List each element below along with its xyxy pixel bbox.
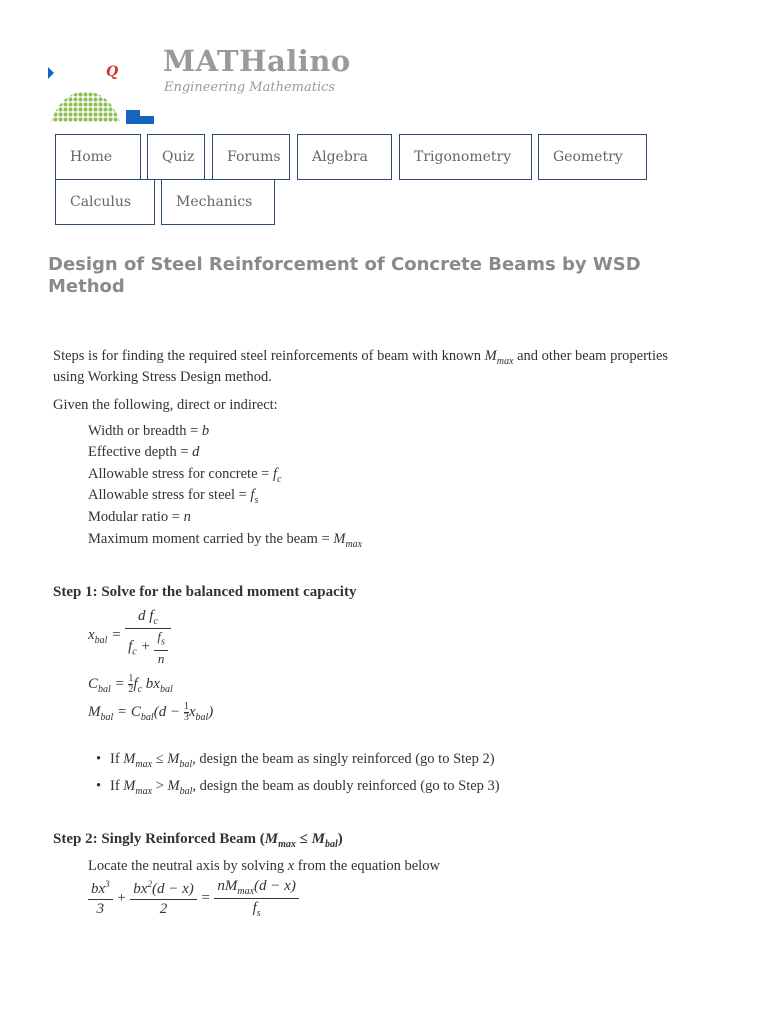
bullet-text: design the beam as singly reinforced (go to Step 2) bbox=[199, 751, 495, 767]
given-label: Effective depth = bbox=[88, 444, 193, 460]
given-item-mmax bbox=[88, 531, 362, 550]
svg-text:Q: Q bbox=[106, 64, 119, 80]
given-sub: s bbox=[254, 494, 259, 506]
given-symbol: n bbox=[183, 509, 191, 525]
nav-geometry[interactable]: Geometry bbox=[538, 134, 647, 180]
bullet-doubly: • If $M_{max} > M_{bal}$, design the beam as doubly reinforced (go to Step 3) bbox=[110, 778, 500, 797]
intro-text-b: and other beam properties bbox=[513, 348, 669, 364]
mathalino-logo-icon[interactable] bbox=[48, 62, 156, 124]
step2-instruction-a: Locate the neutral axis by solving bbox=[88, 858, 288, 874]
given-label: Allowable stress for concrete = bbox=[88, 466, 273, 482]
given-symbol: d bbox=[192, 444, 200, 460]
equation-m-bal: $M_{bal} = C_{bal}(d$ − $\frac{1}{3}x_{bal}$) bbox=[88, 701, 214, 723]
given-label: Allowable stress for steel = bbox=[88, 487, 251, 503]
given-symbol: f bbox=[250, 487, 255, 503]
nav-mechanics[interactable]: Mechanics bbox=[161, 179, 275, 225]
given-item-n bbox=[88, 509, 191, 526]
step2-heading-close: ) bbox=[337, 831, 343, 847]
given-label: Maximum moment carried by the beam = bbox=[88, 531, 334, 547]
given-symbol: M bbox=[333, 531, 346, 547]
given-item-width bbox=[88, 423, 209, 440]
intro-line-1 bbox=[53, 348, 668, 367]
step1-heading: Step 1: Solve for the balanced moment capacity bbox=[53, 584, 357, 600]
intro-text-a: Steps is for finding the required steel reinforcements of beam with known bbox=[53, 348, 485, 364]
given-item-fs bbox=[88, 487, 258, 506]
given-intro: Given the following, direct or indirect: bbox=[53, 397, 278, 413]
fraction: d $f_c$ $f_c$ + $\frac{f_s}{n}$ bbox=[125, 608, 171, 665]
given-symbol: f bbox=[272, 466, 277, 482]
bullet-text: design the beam as doubly reinforced (go to Step 3) bbox=[199, 778, 500, 794]
equation-c-bal: $C_{bal}$ = $\frac{1}{2}f_c$ $bx_{bal}$ bbox=[88, 673, 173, 695]
step2-instruction-b: from the equation below bbox=[294, 858, 440, 874]
nav-home[interactable]: Home bbox=[55, 134, 141, 180]
nav-quiz[interactable]: Quiz bbox=[147, 134, 205, 180]
page-title: Design of Steel Reinforcement of Concrete Beams by WSD Method bbox=[48, 254, 641, 297]
step2-heading: Step 2: Singly Reinforced Beam $(M_{max} \le M_{bal})$ bbox=[53, 831, 343, 850]
site-slogan: Engineering Mathematics bbox=[164, 80, 336, 95]
nav-calculus[interactable]: Calculus bbox=[55, 179, 155, 225]
step2-heading-text: Step 2: Singly Reinforced Beam ( bbox=[53, 831, 265, 847]
given-label: Modular ratio = bbox=[88, 509, 184, 525]
nav-trigonometry[interactable]: Trigonometry bbox=[399, 134, 532, 180]
intro-line-2: using Working Stress Design method. bbox=[53, 369, 272, 385]
nav-forums[interactable]: Forums bbox=[212, 134, 290, 180]
symbol-m-max: $M_{max}$ bbox=[484, 348, 514, 367]
given-label: Width or breadth = bbox=[88, 423, 202, 439]
nav-algebra[interactable]: Algebra bbox=[297, 134, 392, 180]
given-symbol: b bbox=[201, 423, 210, 439]
given-item-fc bbox=[88, 466, 281, 485]
given-sub: max bbox=[345, 538, 363, 550]
step2-instruction: Locate the neutral axis by solving x from the equation below bbox=[88, 858, 440, 874]
bullet-singly: • If $M_{max} \le M_{bal}$, design the beam as singly reinforced (go to Step 2) bbox=[110, 751, 495, 770]
given-item-depth bbox=[88, 444, 199, 461]
equation-x-bal: $x_{bal}$ = d $f_c$ $f_c$ + $\frac{f_s}{n}$ bbox=[88, 608, 171, 665]
site-name[interactable]: MATHalino bbox=[163, 44, 351, 78]
given-sub: c bbox=[276, 473, 282, 485]
equation-neutral-axis: $\frac{bx^3}{3}$ + $\frac{bx^2(d - x)}{2}$ = $\frac{nM_{max}(d - x)}{f_s}$ bbox=[88, 878, 299, 919]
